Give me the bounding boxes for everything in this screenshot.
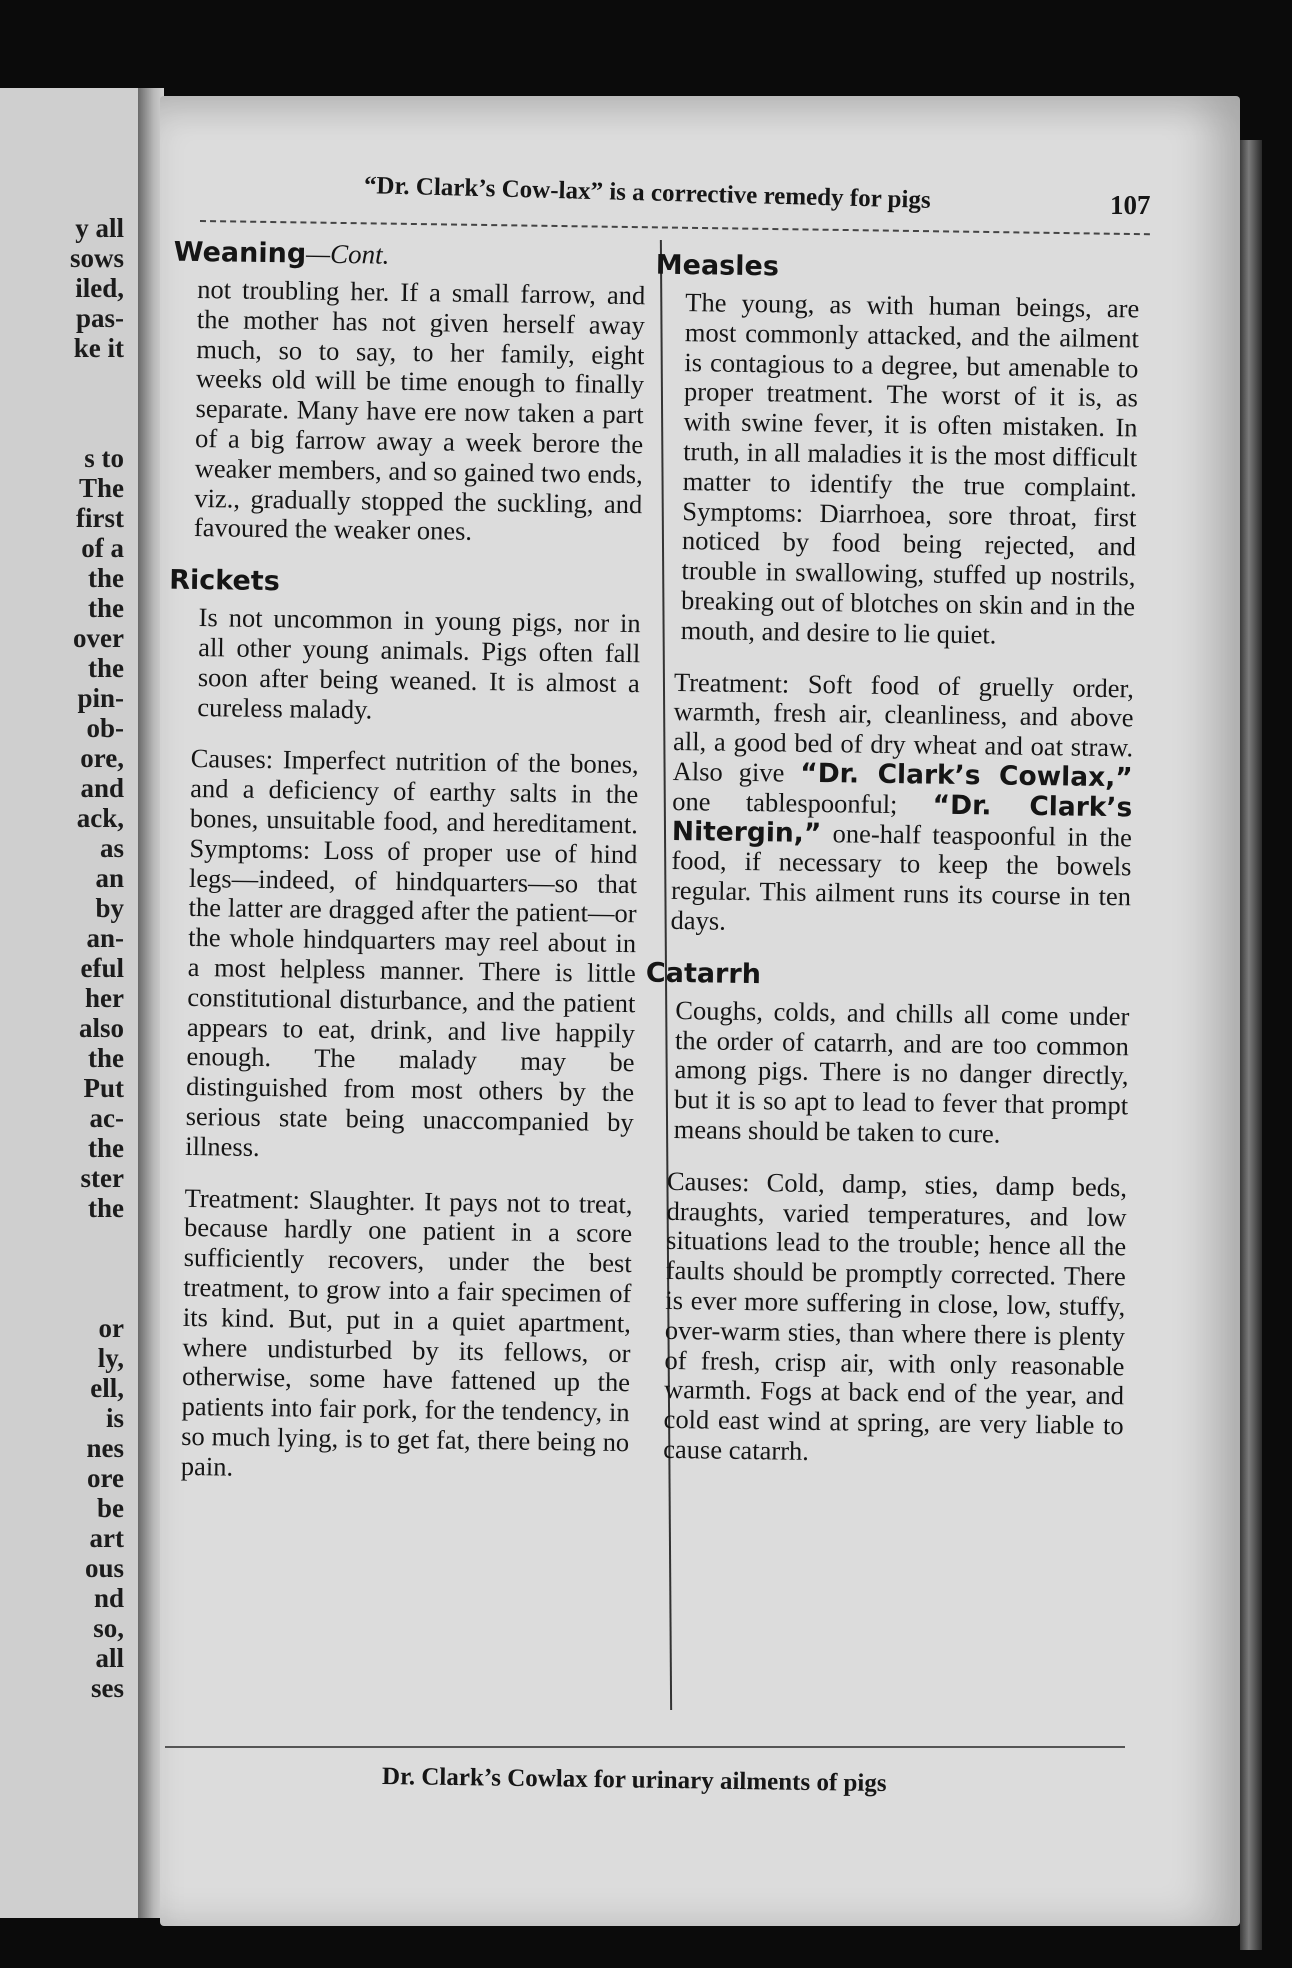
footer-rule [165, 1746, 1125, 1748]
facing-page-fragment: ack, [76, 803, 124, 833]
facing-page-fragment: art [89, 1523, 124, 1553]
facing-page-edge [0, 88, 144, 1918]
facing-page-fragment: an- [86, 923, 124, 953]
facing-page-fragment: ell, [90, 1373, 124, 1403]
page-number: 107 [1110, 190, 1151, 220]
left-column [168, 236, 646, 1510]
facing-page-fragment: her [85, 983, 124, 1013]
facing-page-fragment: iled, [75, 273, 124, 303]
section-heading-rickets: Rickets [168, 564, 280, 598]
nitergin-brand: “Dr. Clark’s Nitergin,” [671, 789, 1133, 849]
facing-page-fragment: the [88, 1043, 124, 1073]
facing-page-fragment: as [99, 833, 124, 863]
facing-page-fragment: Put [83, 1073, 124, 1103]
measles-treatment: Treatment: Soft food of gruelly order, warmth, fresh air, cleanliness, and above all, a good bed of dry wheat and oat straw. Also give “Dr. Clark’s Cowlax,” one tablespoonful; “Dr. Clark’s Nitergin,” one-half teaspoonful in the food, if necessary to keep the bowels regular. This ailment runs its course in ten days. [670, 666, 1135, 936]
facing-page-fragment: ore, [80, 743, 124, 773]
facing-page-fragment: be [97, 1493, 124, 1523]
right-column [645, 249, 1140, 1493]
facing-page-fragment: the [88, 563, 124, 593]
facing-page-fragment: or [98, 1313, 124, 1343]
facing-page-fragment: ob- [86, 713, 124, 743]
facing-page-fragment: nes [86, 1433, 124, 1463]
facing-page-fragment: all [95, 1643, 124, 1673]
section-heading-catarrh: Catarrh [645, 957, 762, 990]
section-heading-weaning: Weaning—Cont. [173, 236, 390, 270]
facing-page-fragment: the [88, 593, 124, 623]
measles-paragraph: The young, as with human beings, are most commonly attacked, and the ailment is contagious to a degree, but amenable to proper treatment. The worst of it is, as with swine fever, it is often mistaken. In truth, in all maladies it is the most difficult matter to identify the true complaint. Symptoms: Diarrhoea, sore throat, first noticed by food being rejected, and trouble in swallowing, stuffed up nostrils, breaking out of blotches on skin and in the mouth, and desire to lie quiet. [680, 287, 1140, 650]
facing-page-fragment: y all [75, 213, 124, 243]
facing-page-fragment: and [80, 773, 124, 803]
facing-page-fragment: ore [87, 1463, 124, 1493]
catarrh-paragraph: Coughs, colds, and chills all come under the order of catarrh, and are too common among pigs. There is no danger directly, but it is so apt to lead to fever that prompt means should be taken to cure. [673, 994, 1130, 1149]
page-edges [1240, 140, 1262, 1950]
footer-line: Dr. Clark’s Cowlax for urinary ailments of pigs [381, 1763, 887, 1798]
facing-page-fragment: pas- [75, 303, 124, 333]
rickets-causes: Causes: Imperfect nutrition of the bones, and a deficiency of earthy salts in the bones, unsuitable food, and hereditament. Symptoms: Loss of proper use of hind legs—indeed, of hindquarters—so that the latter are dragged after the patient—or the whole hindquarters may reel about in a most helpless manner. There is little constitutional disturbance, and the patient appears to eat, drink, and live happily enough. The malady may be distinguished from most others by the serious state being unaccompanied by illness. [185, 743, 639, 1162]
facing-page-fragment: by [95, 893, 124, 923]
facing-page-fragment: so, [93, 1613, 124, 1643]
facing-page-fragment: ke it [73, 333, 124, 363]
facing-page-fragment: The [78, 473, 124, 503]
facing-page-fragment: s to [84, 443, 124, 473]
facing-page-fragment: ster [80, 1163, 124, 1193]
facing-page-fragment: also [78, 1013, 124, 1043]
running-head: “Dr. Clark’s Cow-lax” is a corrective remedy for pigs [363, 172, 931, 214]
facing-page-fragment: the [88, 1193, 124, 1223]
facing-page-fragment: ous [84, 1553, 124, 1583]
facing-page-fragment: nd [93, 1583, 124, 1613]
cowlax-brand: “Dr. Clark’s Cowlax,” [800, 757, 1133, 794]
facing-page-fragment: of a [81, 533, 124, 563]
facing-page-fragment: ac- [89, 1103, 124, 1133]
facing-page-fragment: ly, [97, 1343, 124, 1373]
facing-page-fragment: sows [69, 243, 124, 273]
facing-page-fragment: the [88, 653, 124, 683]
catarrh-causes: Causes: Cold, damp, sties, damp beds, draughts, varied temperatures, and low situations lead to the trouble; hence all the faults should be promptly corrected. There is ever more suffering in close, low, stuffy, over-warm sties, than where there is plenty of fresh, crisp air, with only reasonable warmth. Fogs at back end of the year, and cold east wind at spring, are very liable to cause catarrh. [663, 1165, 1128, 1466]
facing-page-fragment: first [76, 503, 124, 533]
facing-page-fragment: pin- [77, 683, 124, 713]
facing-page-fragment: is [105, 1403, 124, 1433]
weaning-paragraph: not troubling her. If a small farrow, and the mother has not given herself away much, so to say, to her family, eight weeks old will be time enough to finally separate. Many have ere now taken a part of a big farrow away a week berore the weaker members, and so gained two ends, viz., gradually stopped the suckling, and favoured the weaker ones. [193, 273, 646, 547]
facing-page-fragment: the [88, 1133, 124, 1163]
facing-page-fragment: eful [80, 953, 124, 983]
rickets-treatment: Treatment: Slaughter. It pays not to treat, because hardly one patient in a score sufficiently recovers, under the best treatment, to grow into a fair specimen of its kind. But, put in a quiet apartment, where undisturbed by its fellows, or otherwise, some have fattened up the patients into fair pork, for the tendency, in so much lying, is to get fat, there being no pain. [180, 1182, 633, 1482]
facing-page-fragment: ses [91, 1673, 124, 1703]
facing-page-fragment: over [73, 623, 124, 653]
section-heading-measles: Measles [655, 249, 780, 283]
rickets-intro: Is not uncommon in young pigs, nor in all other young animals. Pigs often fall soon after being weaned. It is almost a cureless malady. [197, 602, 641, 725]
continued-label: —Cont. [305, 238, 390, 270]
facing-page-fragment: an [95, 863, 124, 893]
